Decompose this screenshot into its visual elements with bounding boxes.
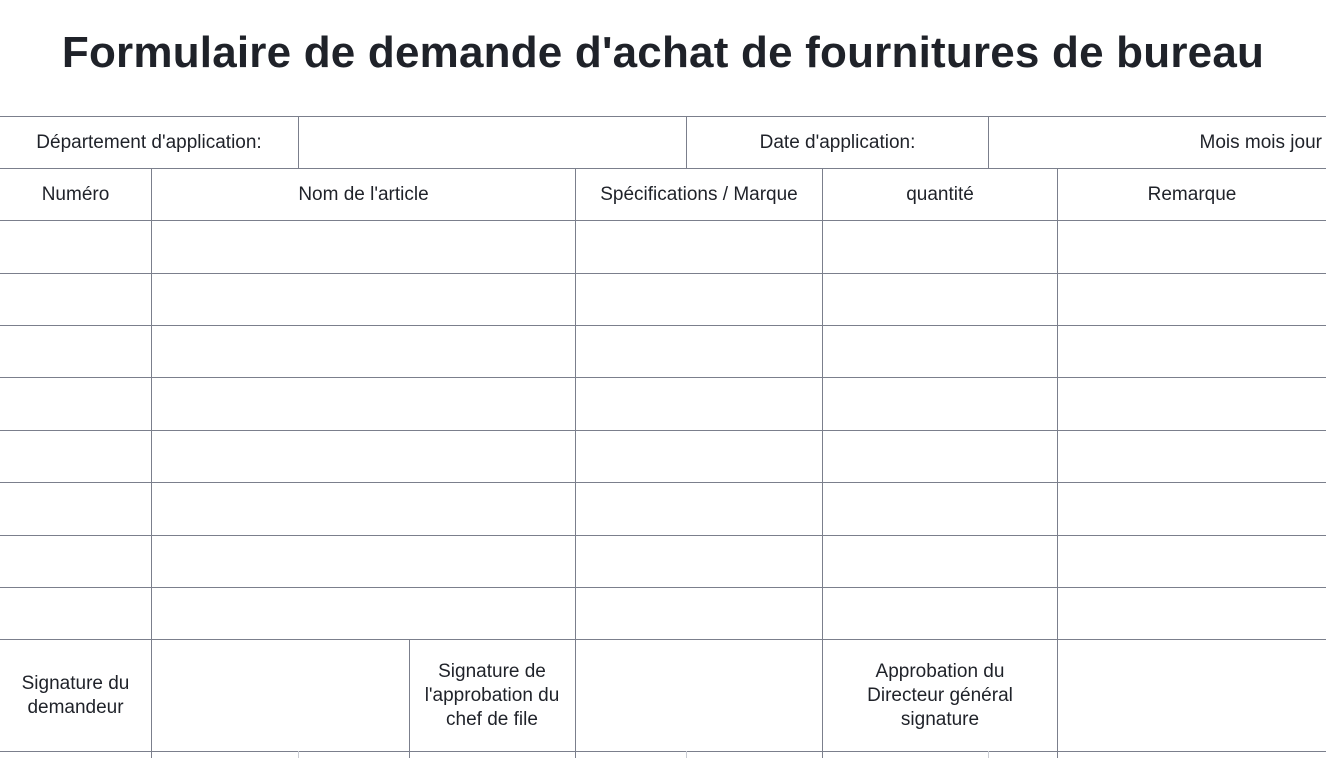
item-name-cell[interactable] xyxy=(152,536,575,587)
remark-cell[interactable] xyxy=(1058,588,1326,639)
director-signature-label: Approbation du Directeur général signature xyxy=(867,660,1013,730)
col-border xyxy=(409,639,410,758)
department-field[interactable] xyxy=(299,117,686,168)
number-cell[interactable] xyxy=(0,536,151,587)
number-cell[interactable] xyxy=(0,483,151,535)
remark-cell[interactable] xyxy=(1058,378,1326,430)
specifications-cell[interactable] xyxy=(576,536,822,587)
specifications-cell[interactable] xyxy=(576,431,822,482)
quantity-cell[interactable] xyxy=(823,483,1057,535)
quantity-cell[interactable] xyxy=(823,378,1057,430)
header-number: Numéro xyxy=(41,183,110,205)
specifications-cell[interactable] xyxy=(576,221,822,273)
item-name-cell[interactable] xyxy=(152,378,575,430)
quantity-cell[interactable] xyxy=(823,588,1057,639)
number-cell[interactable] xyxy=(0,326,151,377)
requester-signature-field[interactable] xyxy=(152,640,409,751)
number-cell[interactable] xyxy=(0,588,151,639)
specifications-cell[interactable] xyxy=(576,483,822,535)
remark-cell[interactable] xyxy=(1058,536,1326,587)
quantity-cell[interactable] xyxy=(823,326,1057,377)
date-field[interactable]: Mois mois jour xyxy=(1199,131,1322,153)
number-cell[interactable] xyxy=(0,378,151,430)
remark-cell[interactable] xyxy=(1058,326,1326,377)
col-border xyxy=(686,751,687,758)
remark-cell[interactable] xyxy=(1058,221,1326,273)
remark-cell[interactable] xyxy=(1058,483,1326,535)
specifications-cell[interactable] xyxy=(576,274,822,325)
number-cell[interactable] xyxy=(0,431,151,482)
leader-signature-label: Signature de l'approbation du chef de file xyxy=(424,660,560,730)
page-title: Formulaire de demande d'achat de fournitures de bureau xyxy=(61,28,1265,77)
header-quantity: quantité xyxy=(906,183,974,205)
quantity-cell[interactable] xyxy=(823,221,1057,273)
number-cell[interactable] xyxy=(0,274,151,325)
quantity-cell[interactable] xyxy=(823,536,1057,587)
col-border xyxy=(298,751,299,758)
remark-cell[interactable] xyxy=(1058,431,1326,482)
leader-signature-field[interactable] xyxy=(576,640,822,751)
specifications-cell[interactable] xyxy=(576,378,822,430)
department-label: Département d'application: xyxy=(36,131,262,153)
item-name-cell[interactable] xyxy=(152,431,575,482)
remark-cell[interactable] xyxy=(1058,274,1326,325)
header-remark: Remarque xyxy=(1147,183,1237,205)
specifications-cell[interactable] xyxy=(576,326,822,377)
header-item-name: Nom de l'article xyxy=(298,183,429,205)
item-name-cell[interactable] xyxy=(152,483,575,535)
item-name-cell[interactable] xyxy=(152,221,575,273)
quantity-cell[interactable] xyxy=(823,431,1057,482)
item-name-cell[interactable] xyxy=(152,274,575,325)
specifications-cell[interactable] xyxy=(576,588,822,639)
header-specifications: Spécifications / Marque xyxy=(600,183,798,205)
number-cell[interactable] xyxy=(0,221,151,273)
requester-signature-label: Signature du demandeur xyxy=(21,672,130,718)
director-signature-field[interactable] xyxy=(1058,640,1326,751)
row-border xyxy=(0,751,1326,752)
date-label: Date d'application: xyxy=(759,131,916,153)
col-border xyxy=(988,751,989,758)
item-name-cell[interactable] xyxy=(152,326,575,377)
quantity-cell[interactable] xyxy=(823,274,1057,325)
item-name-cell[interactable] xyxy=(152,588,575,639)
